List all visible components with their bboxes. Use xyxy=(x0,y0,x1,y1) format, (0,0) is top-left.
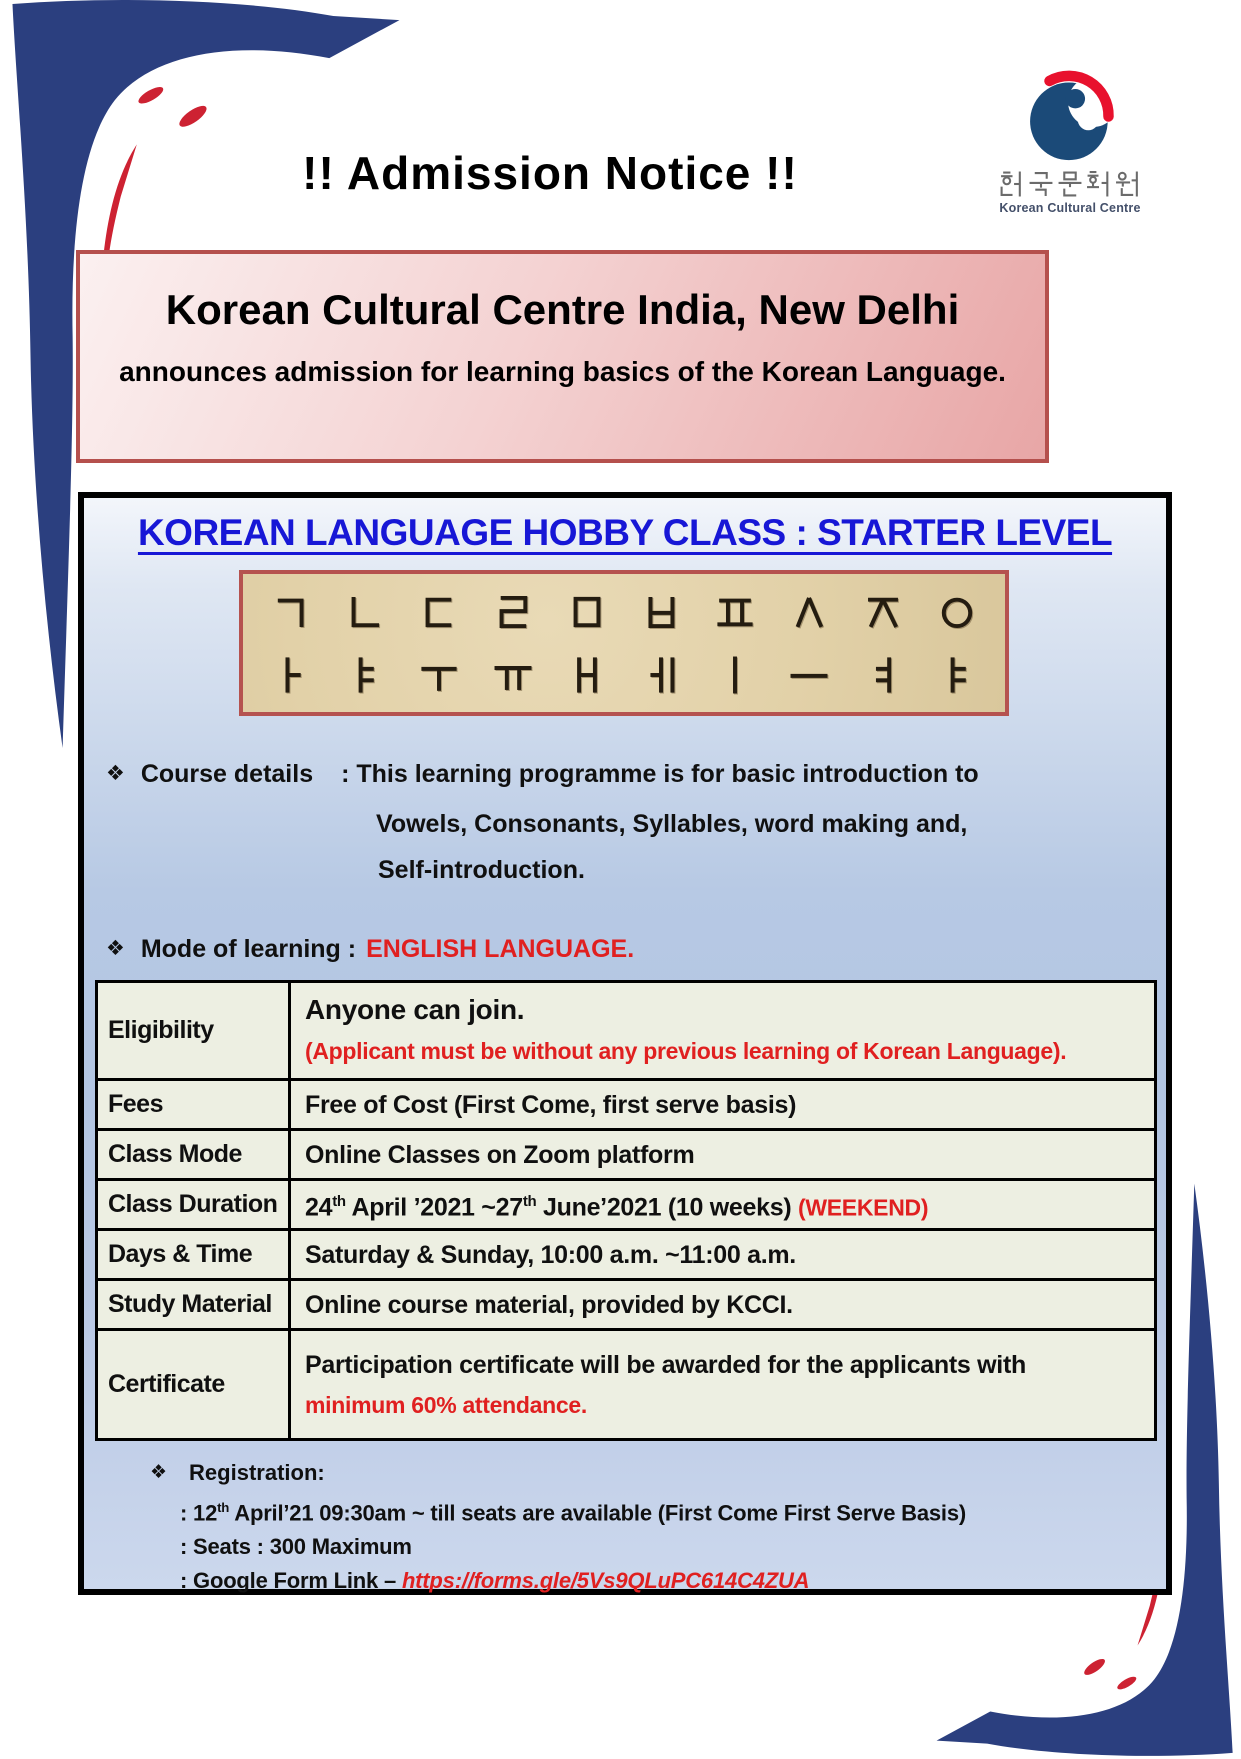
text-segment: th xyxy=(522,1192,537,1210)
mode-of-learning-line xyxy=(106,935,634,964)
hangul-char-한 xyxy=(999,171,1025,197)
table-value-cell xyxy=(291,1131,1154,1178)
table-value-line xyxy=(305,1285,1154,1325)
table-value-cell xyxy=(291,1331,1154,1438)
text-segment: : 12 xyxy=(180,1500,218,1526)
table-value-line xyxy=(305,1135,1154,1175)
course-info-table xyxy=(95,980,1157,1441)
text-segment: Saturday & Sunday, 10:00 a.m. ~11:00 a.m. xyxy=(305,1240,796,1269)
table-label-cell: Days & Time xyxy=(98,1231,291,1278)
hangul-char-ㅕ xyxy=(861,653,905,697)
hangul-char-ㄷ xyxy=(417,590,461,634)
kcc-logo xyxy=(980,68,1160,215)
diamond-bullet-icon: ❖ xyxy=(150,1462,168,1483)
course-details-line xyxy=(106,760,979,789)
table-value-line xyxy=(305,1235,1154,1275)
hangul-char-ㅈ xyxy=(861,590,905,634)
hangul-char-ㅜ xyxy=(417,653,461,697)
table-value-cell xyxy=(291,1181,1154,1228)
class-heading: KOREAN LANGUAGE HOBBY CLASS : STARTER LEVEL xyxy=(137,512,1113,553)
table-value-cell xyxy=(291,983,1154,1078)
banner-title: Korean Cultural Centre India, New Delhi xyxy=(165,286,960,333)
registration-line xyxy=(132,1535,1142,1559)
table-label-cell: Class Mode xyxy=(98,1131,291,1178)
text-segment: Online course material, provided by KCCI. xyxy=(305,1290,793,1319)
text-segment: Online Classes on Zoom platform xyxy=(305,1140,695,1169)
table-row xyxy=(98,1331,1154,1438)
table-row xyxy=(98,1181,1154,1231)
text-segment: (WEEKEND) xyxy=(798,1194,929,1221)
hangul-char-ㅑ xyxy=(343,653,387,697)
text-segment: th xyxy=(332,1192,346,1210)
text-segment: (Applicant must be without any previous learning of Korean Language). xyxy=(305,1038,1067,1064)
text-segment: minimum 60% attendance. xyxy=(305,1391,587,1418)
hangul-char-ㅡ xyxy=(787,653,831,697)
table-value-line xyxy=(305,1182,1154,1227)
page-title: !! Admission Notice !! xyxy=(302,147,798,199)
hangul-char-ㅍ xyxy=(713,590,757,634)
table-row xyxy=(98,1131,1154,1181)
registration-heading xyxy=(132,1460,1142,1486)
registration-section xyxy=(132,1460,1142,1593)
table-row xyxy=(98,1081,1154,1131)
registration-heading-text: Registration: xyxy=(189,1460,325,1485)
table-label-cell: Class Duration xyxy=(98,1181,291,1228)
table-label-cell: Fees xyxy=(98,1081,291,1128)
text-segment: Participation certificate will be awarded for the applicants with xyxy=(305,1350,1026,1379)
table-label-cell: Eligibility xyxy=(98,983,291,1078)
hangul-char-ㅔ xyxy=(639,653,683,697)
notice-box xyxy=(78,492,1172,1595)
diamond-bullet-icon: ❖ xyxy=(106,762,125,785)
table-row xyxy=(98,1281,1154,1331)
text-segment: April’21 09:30am ~ till seats are available (First Come First Serve Basis) xyxy=(229,1500,966,1526)
hangul-char-ㅇ xyxy=(935,590,979,634)
hangul-char-ㅏ xyxy=(269,653,313,697)
hangul-char-ㅅ xyxy=(787,590,831,634)
text-segment: April ’2021 ~27 xyxy=(345,1193,523,1222)
logo-english-name: Korean Cultural Centre xyxy=(999,201,1141,215)
diamond-bullet-icon: ❖ xyxy=(106,937,125,960)
table-value-line xyxy=(305,1385,1154,1425)
text-segment: 24 xyxy=(305,1193,333,1222)
text-segment: June’2021 (10 weeks) xyxy=(536,1193,798,1222)
hangul-consonant-row xyxy=(269,590,979,634)
hangul-char-문 xyxy=(1057,171,1083,197)
text-segment: : Google Form Link – xyxy=(180,1568,402,1594)
hangul-char-국 xyxy=(1028,171,1054,197)
registration-line xyxy=(132,1496,1142,1525)
hangul-char-ㄹ xyxy=(491,590,535,634)
text-segment: : Seats : 300 Maximum xyxy=(180,1534,412,1560)
hangul-vowel-row xyxy=(269,653,979,697)
table-label-cell: Study Material xyxy=(98,1281,291,1328)
hangul-char-ㅑ xyxy=(935,653,979,697)
hangul-char-ㅠ xyxy=(491,653,535,697)
google-form-link[interactable]: https://forms.gle/5Vs9QLuPC614C4ZUA xyxy=(401,1568,810,1594)
course-details-line3: Self-introduction. xyxy=(378,856,585,884)
registration-lines xyxy=(132,1496,1142,1593)
taegeuk-logo-icon xyxy=(1022,68,1119,165)
announcement-banner xyxy=(76,250,1049,463)
mode-label: Mode of learning : xyxy=(140,935,357,963)
table-value-line xyxy=(305,1085,1154,1125)
hangul-char-ㄱ xyxy=(269,590,313,634)
hangul-char-ㅐ xyxy=(565,653,609,697)
table-value-cell xyxy=(291,1281,1154,1328)
table-label-cell: Certificate xyxy=(98,1331,291,1438)
course-details-line2: Vowels, Consonants, Syllables, word making and, xyxy=(376,810,968,838)
text-segment: th xyxy=(217,1500,230,1515)
table-value-line xyxy=(305,1345,1154,1385)
hangul-char-ㄴ xyxy=(343,590,387,634)
table-row xyxy=(98,983,1154,1081)
course-details-text: : This learning programme is for basic introduction to xyxy=(341,760,979,788)
logo-korean-name xyxy=(980,171,1160,198)
hangul-char-원 xyxy=(1115,171,1141,197)
hangul-char-ㅂ xyxy=(639,590,683,634)
table-row xyxy=(98,1231,1154,1281)
table-value-line xyxy=(305,990,1154,1031)
text-segment: Free of Cost (First Come, first serve basis) xyxy=(305,1090,797,1119)
hangul-char-ㅣ xyxy=(713,653,757,697)
table-value-line xyxy=(305,1031,1154,1071)
hangul-char-화 xyxy=(1086,171,1112,197)
mode-value: ENGLISH LANGUAGE. xyxy=(366,935,635,963)
banner-subtitle: announces admission for learning basics of the Korean Language. xyxy=(119,356,1006,387)
hangul-alphabet-image xyxy=(239,570,1009,716)
text-segment: Anyone can join. xyxy=(305,994,525,1025)
course-details-label: Course details xyxy=(140,760,314,788)
registration-line xyxy=(132,1569,1142,1593)
table-value-cell xyxy=(291,1081,1154,1128)
hangul-char-ㅁ xyxy=(565,590,609,634)
table-value-cell xyxy=(291,1231,1154,1278)
